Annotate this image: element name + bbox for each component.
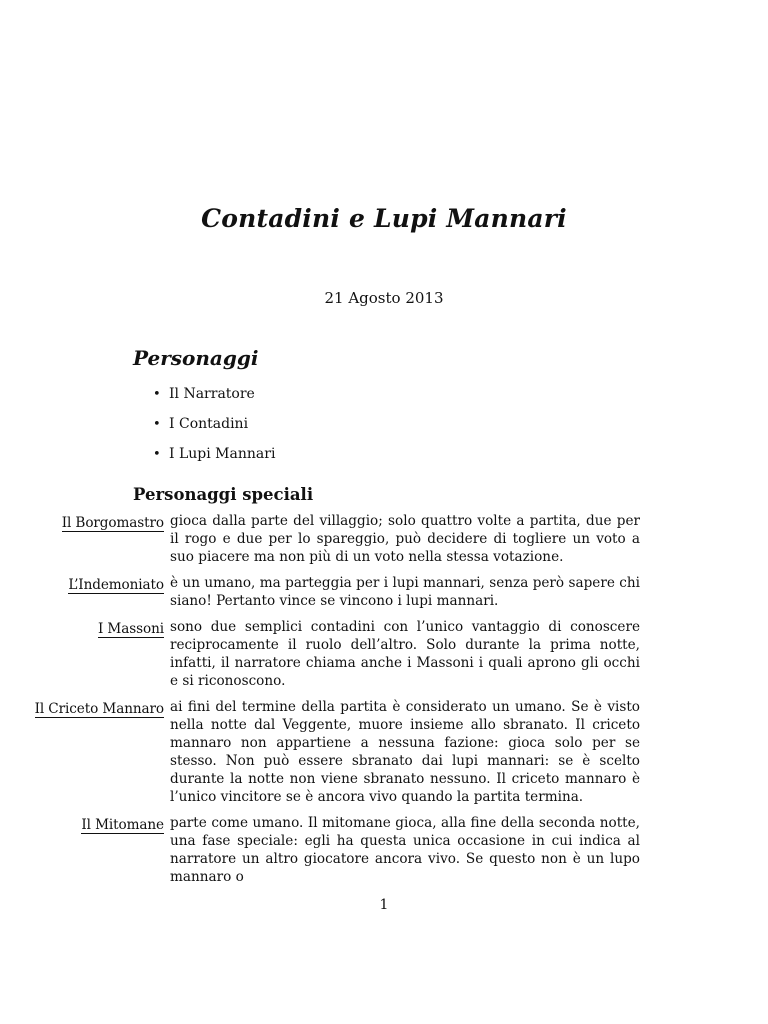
description-term: I Massoni [97, 621, 164, 637]
list-item-label: I Lupi Mannari [169, 446, 276, 462]
subsection-heading-personaggi-speciali: Personaggi speciali [133, 485, 314, 504]
list-item [153, 443, 275, 465]
description-entry [20, 814, 640, 886]
list-item [153, 383, 275, 405]
description-text: ai fini del termine della partita è considerato un umano. Se è visto nella notte dal Veggente, muore insieme allo sbranato. Il criceto mannaro non appartiene a nessuna fazione: gioca solo per se stesso. Non può essere sbranato dai lupi mannari: se è scelto durante la notte non viene sbranato nessuno. Il criceto mannaro è l’unico vincitore se è ancora vivo quando la partita termina. [170, 699, 640, 805]
description-term: L’Indemoniato [68, 577, 164, 593]
special-characters-list [20, 512, 640, 894]
characters-list [153, 383, 275, 473]
list-item-label: Il Narratore [169, 386, 255, 402]
bullet-icon: • [153, 417, 161, 432]
list-item [153, 413, 275, 435]
list-item-label: I Contadini [169, 416, 249, 432]
description-text: parte come umano. Il mitomane gioca, alla fine della seconda notte, una fase speciale: egli ha questa unica occasione in cui indica al narratore un altro giocatore ancora vivo. Se questo non è un lupo mannaro o [170, 815, 640, 885]
description-term: Il Criceto Mannaro [34, 701, 164, 717]
description-entry [20, 698, 640, 806]
section-heading-personaggi: Personaggi [133, 346, 259, 370]
description-text: sono due semplici contadini con l’unico vantaggio di conoscere reciprocamente il ruolo dell’altro. Solo durante la prima notte, infatti, il narratore chiama anche i Massoni i quali aprono gli occhi e si riconoscono. [170, 619, 640, 689]
description-entry [20, 574, 640, 610]
bullet-icon: • [153, 447, 161, 462]
description-entry [20, 618, 640, 690]
description-text: è un umano, ma parteggia per i lupi mannari, senza però sapere chi siano! Pertanto vince se vincono i lupi mannari. [170, 575, 640, 609]
bullet-icon: • [153, 387, 161, 402]
page-number: 1 [379, 897, 389, 913]
description-term: Il Mitomane [81, 817, 164, 833]
document-date: 21 Agosto 2013 [324, 289, 444, 307]
document-title: Contadini e Lupi Mannari [201, 204, 567, 233]
description-text: gioca dalla parte del villaggio; solo quattro volte a partita, due per il rogo e due per lo spareggio, può decidere di togliere un voto a suo piacere ma non più di un voto nella stessa votazione. [170, 513, 640, 565]
description-term: Il Borgomastro [61, 515, 164, 531]
description-entry [20, 512, 640, 566]
